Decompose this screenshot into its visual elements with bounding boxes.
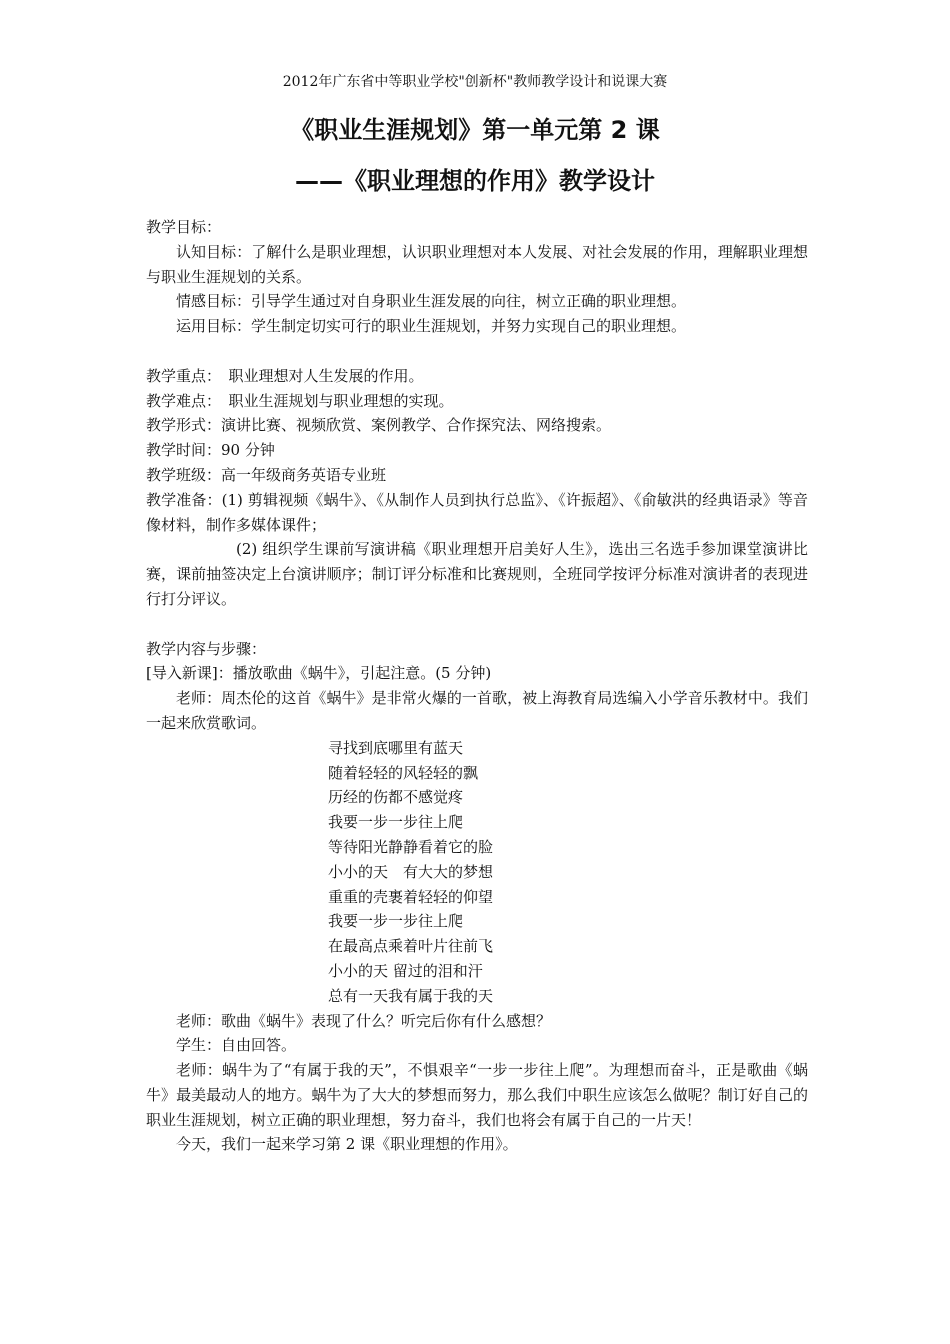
lyric-line: 寻找到底哪里有蓝天 bbox=[328, 738, 464, 757]
teaching-time: 教学时间：90 分钟 bbox=[146, 441, 275, 460]
lyric-line: 我要一步一步往上爬 bbox=[328, 912, 464, 931]
teaching-class: 教学班级：高一年级商务英语专业班 bbox=[146, 465, 387, 484]
goals-heading: 教学目标： bbox=[146, 218, 222, 236]
lyric-line: 小小的天 留过的泪和汗 bbox=[328, 961, 483, 980]
teaching-form: 教学形式：演讲比赛、视频欣赏、案例教学、合作探究法、网络搜索。 bbox=[146, 416, 612, 435]
spacer bbox=[146, 612, 808, 637]
lyric-line: 随着轻轻的风轻轻的飘 bbox=[328, 763, 479, 782]
goal-cognitive: 认知目标：了解什么是职业理想，认识职业理想对本人发展、对社会发展的作用，理解职业理想与职业生涯规划的关系。 bbox=[146, 242, 808, 286]
goal-application: 运用目标：学生制定切实可行的职业生涯规划，并努力实现自己的职业理想。 bbox=[176, 317, 687, 336]
intro-step: [导入新课]：播放歌曲《蜗牛》，引起注意。(5 分钟) bbox=[146, 664, 492, 683]
lyric-line: 小小的天 有大大的梦想 bbox=[328, 862, 494, 881]
closing-line: 今天，我们一起来学习第 2 课《职业理想的作用》。 bbox=[176, 1135, 518, 1154]
teacher-speech-2: 老师：歌曲《蜗牛》表现了什么？听完后你有什么感想？ bbox=[176, 1011, 552, 1030]
lyric-line: 重重的壳裹着轻轻的仰望 bbox=[328, 887, 494, 906]
lyric-line: 等待阳光静静看着它的脸 bbox=[328, 837, 494, 856]
song-lyrics bbox=[146, 736, 808, 1009]
teacher-speech-3: 老师：蜗牛为了“有属于我的天”，不惧艰辛“一步一步往上爬”。为理想而奋斗，正是歌曲《蜗牛》最美最动人的地方。蜗牛为了大大的梦想而努力，那么我们中职生应该怎么做呢？制订好自己的职业生涯规划，树立正确的职业理想，努力奋斗，我们也将会有属于自己的一片天！ bbox=[146, 1061, 808, 1129]
document-body bbox=[146, 215, 808, 1157]
document-subtitle: ——《职业理想的作用》教学设计 bbox=[295, 167, 655, 195]
student-response: 学生：自由回答。 bbox=[176, 1036, 297, 1055]
difficulty: 教学难点： 职业生涯规划与职业理想的实现。 bbox=[146, 391, 454, 410]
lyric-line: 总有一天我有属于我的天 bbox=[328, 986, 494, 1005]
goal-affective: 情感目标：引导学生通过对自身职业生涯发展的向往，树立正确的职业理想。 bbox=[176, 292, 687, 311]
lyric-line: 在最高点乘着叶片往前飞 bbox=[328, 937, 494, 956]
competition-header: 2012年广东省中等职业学校"创新杯"教师教学设计和说课大赛 bbox=[282, 74, 668, 90]
content-heading: 教学内容与步骤： bbox=[146, 639, 267, 658]
key-point: 教学重点： 职业理想对人生发展的作用。 bbox=[146, 366, 424, 385]
lyric-line: 我要一步一步往上爬 bbox=[328, 813, 464, 832]
preparation-1: 教学准备：(1) 剪辑视频《蜗牛》、《从制作人员到执行总监》、《许振超》、《俞敏洪的经典语录》等音像材料，制作多媒体课件； bbox=[146, 490, 808, 534]
preparation-2: (2) 组织学生课前写演讲稿《职业理想开启美好人生》，选出三名选手参加课堂演讲比赛，课前抽签决定上台演讲顺序；制订评分标准和比赛规则，全班同学按评分标准对演讲者的表现进行打分评议。 bbox=[146, 540, 808, 608]
document-title: 《职业生涯规划》第一单元第 2 课 bbox=[290, 116, 660, 144]
teacher-speech-1: 老师：周杰伦的这首《蜗牛》是非常火爆的一首歌，被上海教育局选编入小学音乐教材中。我们一起来欣赏歌词。 bbox=[146, 689, 808, 732]
spacer bbox=[146, 339, 808, 364]
lyric-line: 历经的伤都不感觉疼 bbox=[328, 788, 464, 807]
